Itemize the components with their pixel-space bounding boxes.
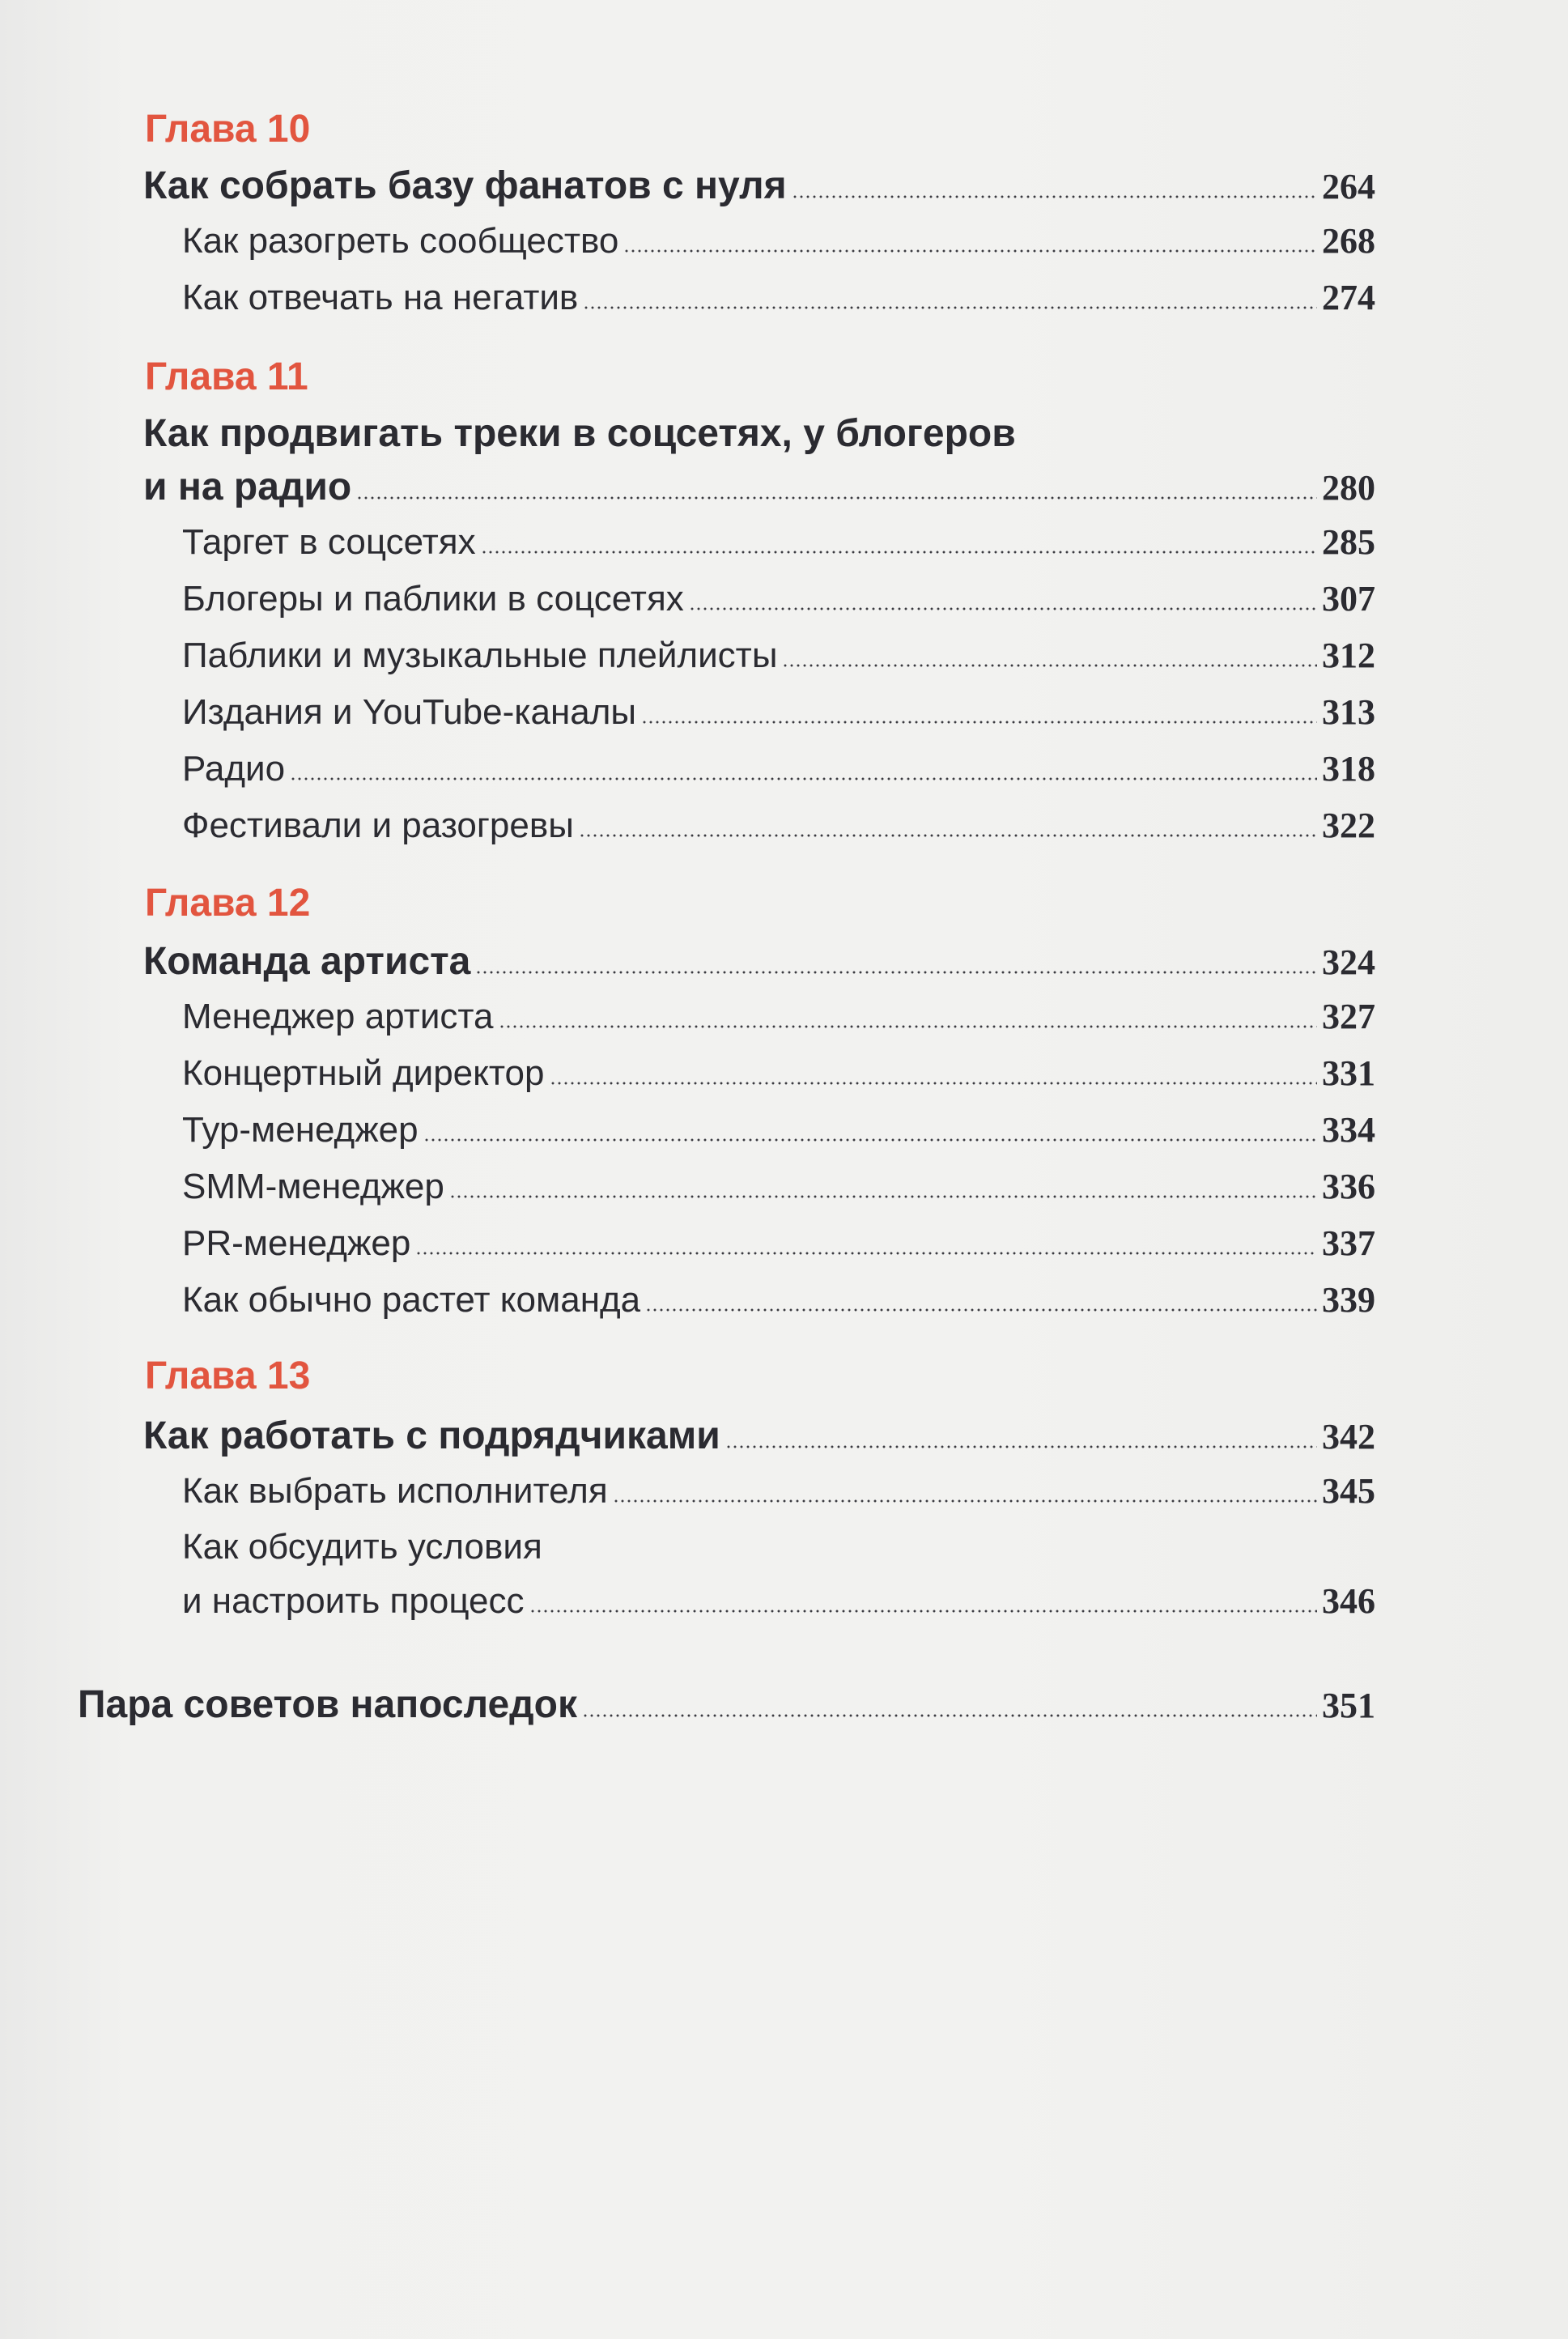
page-number: 327 [1322, 997, 1375, 1036]
toc-entry[interactable] [182, 220, 1375, 262]
entry-title: и настроить процесс [182, 1581, 525, 1621]
toc-entry[interactable] [78, 1682, 1375, 1727]
entry-title: Как выбрать исполнителя [182, 1471, 608, 1511]
entry-title: Тур-менеджер [182, 1110, 419, 1150]
page-number: 285 [1322, 522, 1375, 562]
page-number: 307 [1322, 579, 1375, 619]
entry-title: Как обычно растет команда [182, 1280, 641, 1320]
page-number: 268 [1322, 221, 1375, 261]
toc-entry[interactable] [182, 1580, 1375, 1622]
toc-entry[interactable] [182, 748, 1375, 789]
entry-title: PR-менеджер [182, 1223, 411, 1263]
entry-title: Концертный директор [182, 1053, 545, 1093]
chapter-heading [145, 355, 1375, 399]
dot-leader [782, 664, 1317, 667]
dot-leader [356, 496, 1317, 500]
toc-entry[interactable] [143, 1414, 1375, 1458]
toc-entry[interactable] [182, 1223, 1375, 1264]
entry-title: и на радио [143, 466, 352, 508]
toc-entry [143, 411, 1375, 456]
entry-title: Как собрать базу фанатов с нуля [143, 164, 787, 207]
toc-entry[interactable] [182, 1166, 1375, 1207]
chapter-heading [145, 107, 1375, 151]
chapter-heading [145, 1354, 1375, 1398]
dot-leader [423, 1138, 1317, 1142]
dot-leader [583, 306, 1317, 309]
entry-title: Глава 11 [145, 355, 308, 398]
dot-leader [415, 1252, 1317, 1255]
toc-entry[interactable] [182, 578, 1375, 619]
toc-entry[interactable] [143, 939, 1375, 984]
toc-entry[interactable] [182, 277, 1375, 318]
entry-title: Фестивали и разогревы [182, 806, 574, 845]
entry-title: Издания и YouTube-каналы [182, 692, 637, 732]
entry-title: Глава 12 [145, 882, 311, 925]
toc-entry[interactable] [182, 1109, 1375, 1150]
dot-leader [582, 1714, 1317, 1717]
dot-leader [481, 551, 1317, 554]
page-number: 264 [1322, 167, 1375, 206]
chapter-heading [145, 881, 1375, 925]
dot-leader [529, 1610, 1318, 1613]
toc-entry[interactable] [143, 465, 1375, 509]
page-number: 313 [1322, 692, 1375, 732]
dot-leader [290, 777, 1317, 780]
entry-title: Глава 13 [145, 1354, 311, 1397]
page-number: 318 [1322, 749, 1375, 789]
entry-title: Пара советов напоследок [78, 1683, 577, 1726]
page-number: 312 [1322, 636, 1375, 675]
dot-leader [449, 1195, 1317, 1198]
page-number: 339 [1322, 1280, 1375, 1320]
dot-leader [475, 971, 1317, 974]
dot-leader [623, 249, 1317, 253]
dot-leader [579, 834, 1317, 837]
page-number: 322 [1322, 806, 1375, 845]
page-number: 324 [1322, 942, 1375, 982]
entry-title: Паблики и музыкальные плейлисты [182, 636, 778, 675]
dot-leader [645, 1308, 1317, 1312]
entry-title: Команда артиста [143, 940, 471, 983]
page-number: 337 [1322, 1223, 1375, 1263]
entry-title: Глава 10 [145, 108, 311, 151]
page-number: 345 [1322, 1471, 1375, 1511]
page-number: 336 [1322, 1167, 1375, 1206]
toc-entry[interactable] [182, 996, 1375, 1037]
page-number: 334 [1322, 1110, 1375, 1150]
page-number: 331 [1322, 1053, 1375, 1093]
toc-entry[interactable] [182, 521, 1375, 563]
entry-title: Таргет в соцсетях [182, 522, 476, 562]
dot-leader [550, 1082, 1318, 1085]
entry-title: Блогеры и паблики в соцсетях [182, 579, 684, 619]
entry-title: Радио [182, 749, 286, 789]
entry-title: Как обсудить условия [182, 1527, 542, 1567]
page-number: 351 [1322, 1686, 1375, 1725]
toc-entry[interactable] [182, 691, 1375, 733]
toc-entry[interactable] [182, 805, 1375, 846]
dot-leader [725, 1445, 1317, 1448]
dot-leader [792, 195, 1317, 198]
entry-title: SMM-менеджер [182, 1167, 444, 1206]
entry-title: Как отвечать на негатив [182, 278, 579, 317]
toc-entry[interactable] [143, 164, 1375, 208]
toc-entry[interactable] [182, 635, 1375, 676]
toc-entry[interactable] [182, 1053, 1375, 1094]
page-number: 342 [1322, 1417, 1375, 1457]
entry-title: Как разогреть сообщество [182, 221, 619, 261]
entry-title: Менеджер артиста [182, 997, 494, 1036]
toc-entry [182, 1527, 1375, 1567]
dot-leader [613, 1499, 1317, 1503]
entry-title: Как продвигать треки в соцсетях, у блогеров [143, 412, 1016, 455]
dot-leader [499, 1025, 1317, 1028]
dot-leader [689, 607, 1317, 610]
page-number: 346 [1322, 1581, 1375, 1621]
dot-leader [641, 721, 1317, 724]
toc-entry[interactable] [182, 1470, 1375, 1512]
entry-title: Как работать с подрядчиками [143, 1414, 720, 1457]
page-number: 280 [1322, 468, 1375, 508]
toc-entry[interactable] [182, 1279, 1375, 1320]
page-number: 274 [1322, 278, 1375, 317]
